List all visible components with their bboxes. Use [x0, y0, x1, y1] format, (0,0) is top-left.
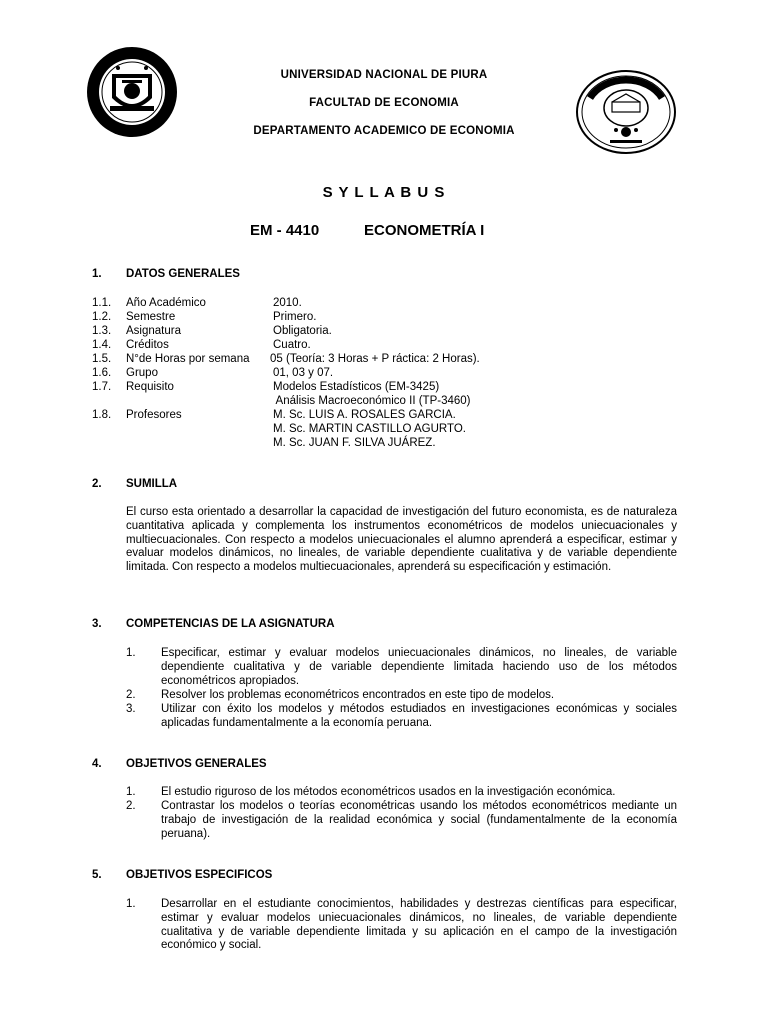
list-item-number: 1. — [126, 898, 136, 910]
field-label: N°de Horas por semana — [126, 353, 250, 365]
field-value: Obligatoria. — [273, 325, 332, 337]
section-5-number: 5. — [92, 869, 102, 881]
list-item-number: 3. — [126, 703, 136, 715]
field-value: 2010. — [273, 297, 302, 309]
field-value: Cuatro. — [273, 339, 311, 351]
item-number: 1.2. — [92, 311, 112, 323]
field-label: Asignatura — [126, 325, 181, 337]
list-item-number: 1. — [126, 647, 136, 659]
field-value: M. Sc. MARTIN CASTILLO AGURTO. — [273, 423, 466, 435]
field-label: Créditos — [126, 339, 169, 351]
list-item-text: Especificar, estimar y evaluar modelos uniecuacionales dinámicos, no lineales, de variable dependiente cualitativa y de variable dependiente limitada haciendo uso de los métodos econométricos apropiados. — [161, 647, 677, 687]
section-3-heading: COMPETENCIAS DE LA ASIGNATURA — [126, 618, 335, 630]
list-item-text: Desarrollar en el estudiante conocimientos, habilidades y destrezas científicas para especificar, estimar y evaluar modelos uniecuacionales dinámicos, no lineales, de variable dependiente cualitativa y de variable dependiente limitada y su aplicación en el campo de la investigación económico y social. — [161, 898, 677, 952]
list-item-number: 2. — [126, 689, 136, 701]
section-3-number: 3. — [92, 618, 102, 630]
field-value: Modelos Estadísticos (EM-3425) — [273, 381, 440, 393]
item-number: 1.8. — [92, 409, 112, 421]
section-4-heading: OBJETIVOS GENERALES — [126, 758, 267, 770]
section-1-heading: DATOS GENERALES — [126, 268, 240, 280]
field-label: Requisito — [126, 381, 174, 393]
sumilla-text: El curso esta orientado a desarrollar la capacidad de investigación del futuro economista, es de naturaleza cuantitativa aplicada y complementa los instrumentos econométricos de modelos uniecuacionales y multiecuacionales. Con respecto a modelos uniecuacionales el alumno aprenderá a especificar, estimar y evaluar modelos dinámicos, no lineales, de variable dependiente cualitativa y de variable dependiente limitada. Con respecto a modelos multiecuacionales, aprenderá su especificación y estimación. — [126, 506, 677, 574]
item-number: 1.7. — [92, 381, 112, 393]
section-5-heading: OBJETIVOS ESPECIFICOS — [126, 869, 273, 881]
list-item-text: Contrastar los modelos o teorías econométricas usando los métodos econométricos mediante un trabajo de investigación de la realidad económica y social (fundamentalmente de la economía peruana). — [161, 800, 677, 840]
list-item-number: 2. — [126, 800, 136, 812]
section-2-heading: SUMILLA — [126, 478, 178, 490]
list-item-text: Utilizar con éxito los modelos y métodos estudiados en investigaciones económicas y sociales aplicadas fundamentalmente a la economía peruana. — [161, 703, 677, 729]
syllabus-title: S Y L L A B U S — [322, 184, 446, 201]
field-label: Año Académico — [126, 297, 206, 309]
faculty-name: FACULTAD DE ECONOMIA — [309, 97, 459, 109]
course-code: EM - 4410 — [250, 222, 320, 239]
section-2-number: 2. — [92, 478, 102, 490]
field-value: M. Sc. LUIS A. ROSALES GARCIA. — [273, 409, 456, 421]
field-label: Grupo — [126, 367, 158, 379]
field-value: 01, 03 y 07. — [273, 367, 334, 379]
list-item-number: 1. — [126, 786, 136, 798]
section-4-number: 4. — [92, 758, 102, 770]
list-item-text: El estudio riguroso de los métodos econométricos usados en la investigación económica. — [161, 786, 616, 798]
field-label: Profesores — [126, 409, 182, 421]
field-value: M. Sc. JUAN F. SILVA JUÁREZ. — [273, 437, 436, 449]
list-item-text: Resolver los problemas econométricos encontrados en este tipo de modelos. — [161, 689, 555, 701]
item-number: 1.6. — [92, 367, 112, 379]
field-value: 05 (Teoría: 3 Horas + P ráctica: 2 Horas). — [270, 353, 480, 365]
course-title: ECONOMETRÍA I — [364, 222, 485, 239]
section-1-number: 1. — [92, 268, 102, 280]
item-number: 1.4. — [92, 339, 112, 351]
item-number: 1.1. — [92, 297, 112, 309]
field-value: Primero. — [273, 311, 317, 323]
department-name: DEPARTAMENTO ACADEMICO DE ECONOMIA — [253, 125, 515, 137]
item-number: 1.3. — [92, 325, 112, 337]
faculty-seal-logo — [576, 70, 676, 154]
item-number: 1.5. — [92, 353, 112, 365]
field-value: Análisis Macroeconómico II (TP-3460) — [273, 395, 471, 407]
university-name: UNIVERSIDAD NACIONAL DE PIURA — [280, 69, 488, 81]
field-label: Semestre — [126, 311, 176, 323]
